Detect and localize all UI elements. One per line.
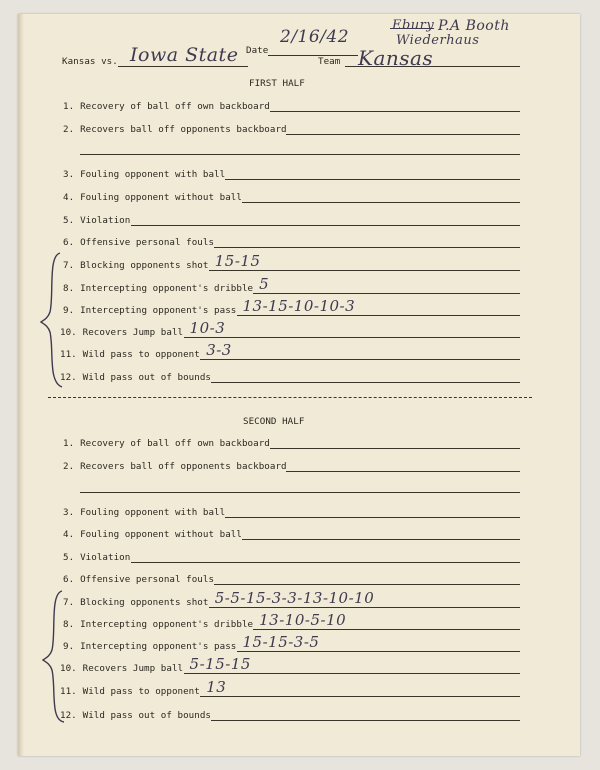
second_half-item-label: Recovers ball off opponents backboard xyxy=(80,461,287,472)
second_half-item-value: 5-5-15-3-3-13-10-10 xyxy=(214,589,375,607)
second_half-item-label: Offensive personal fouls xyxy=(80,574,215,585)
header-team-prefix: Kansas vs. xyxy=(62,56,118,67)
first_half-item-number: 12. xyxy=(60,372,77,383)
second_half-answer-line xyxy=(200,696,520,697)
second_half-answer-line xyxy=(211,720,520,721)
second_half-item-value: 15-15-3-5 xyxy=(242,633,320,651)
second_half-item-number: 8. xyxy=(63,619,75,630)
header-team-value: Kansas xyxy=(358,46,434,70)
second_half-item-label: Wild pass to opponent xyxy=(82,686,200,697)
first_half-answer-line xyxy=(200,359,520,360)
second_half-item-label: Fouling opponent without ball xyxy=(80,529,242,540)
second_half-item-label: Fouling opponent with ball xyxy=(80,507,226,518)
second_half-item-label: Intercepting opponent's pass xyxy=(80,641,237,652)
first_half-item-number: 10. xyxy=(60,327,77,338)
second_half-item-number: 2. xyxy=(63,461,75,472)
second_half-item-label: Intercepting opponent's dribble xyxy=(80,619,254,630)
second_half-item-number: 7. xyxy=(63,597,75,608)
header-team-label: Team xyxy=(318,56,341,67)
header-date-label: Date xyxy=(246,45,269,56)
second-half-title: SECOND HALF xyxy=(243,416,305,427)
date-line xyxy=(268,55,358,56)
first_half-answer-line xyxy=(225,179,520,180)
first-half-title: FIRST HALF xyxy=(249,78,305,89)
second_half-answer-line xyxy=(253,629,520,630)
second_half-extra-line xyxy=(80,492,520,493)
first_half-answer-line xyxy=(184,337,520,338)
first_half-answer-line xyxy=(209,270,520,271)
first_half-item-value: 13-15-10-10-3 xyxy=(242,297,356,315)
second_half-item-value: 13-10-5-10 xyxy=(259,611,347,629)
first_half-answer-line xyxy=(211,382,520,383)
second_half-answer-line xyxy=(270,448,520,449)
first-half-bracket xyxy=(36,250,66,390)
first_half-item-number: 4. xyxy=(63,192,75,203)
first_half-item-label: Intercepting opponent's pass xyxy=(80,305,237,316)
second_half-answer-line xyxy=(131,562,520,563)
second_half-answer-line xyxy=(286,471,520,472)
second_half-item-number: 3. xyxy=(63,507,75,518)
first_half-item-label: Recovery of ball off own backboard xyxy=(80,101,270,112)
first_half-answer-line xyxy=(270,111,520,112)
second_half-item-value: 5-15-15 xyxy=(189,655,251,673)
first_half-item-number: 9. xyxy=(63,305,75,316)
second_half-item-label: Recovery of ball off own backboard xyxy=(80,438,270,449)
header-observer: P.A Booth xyxy=(438,18,510,34)
first_half-item-number: 5. xyxy=(63,215,75,226)
second_half-item-label: Blocking opponents shot xyxy=(80,597,209,608)
opponent-line xyxy=(118,66,248,67)
second_half-item-number: 11. xyxy=(60,686,77,697)
second_half-answer-line xyxy=(242,539,520,540)
second_half-item-number: 5. xyxy=(63,552,75,563)
first_half-item-value: 5 xyxy=(259,275,270,293)
second_half-answer-line xyxy=(209,607,520,608)
second_half-answer-line xyxy=(214,584,520,585)
first_half-item-number: 6. xyxy=(63,237,75,248)
second_half-answer-line xyxy=(184,673,520,674)
half-divider xyxy=(48,397,532,398)
second_half-item-label: Violation xyxy=(80,552,131,563)
second_half-answer-line xyxy=(225,517,520,518)
second_half-item-value: 13 xyxy=(206,678,227,696)
first_half-item-number: 8. xyxy=(63,283,75,294)
strike-mark xyxy=(390,28,434,29)
header-date: 2/16/42 xyxy=(280,27,350,47)
first_half-item-label: Fouling opponent without ball xyxy=(80,192,242,203)
first_half-answer-line xyxy=(237,315,521,316)
first_half-answer-line xyxy=(286,134,520,135)
first_half-item-label: Blocking opponents shot xyxy=(80,260,209,271)
header-opponent: Iowa State xyxy=(130,44,239,66)
first_half-item-label: Recovers ball off opponents backboard xyxy=(80,124,287,135)
first_half-answer-line xyxy=(214,247,520,248)
second_half-item-number: 9. xyxy=(63,641,75,652)
first_half-answer-line xyxy=(242,202,520,203)
first_half-item-label: Violation xyxy=(80,215,131,226)
first_half-answer-line xyxy=(253,293,520,294)
first_half-item-number: 11. xyxy=(60,349,77,360)
second_half-item-number: 10. xyxy=(60,663,77,674)
second_half-item-number: 6. xyxy=(63,574,75,585)
first_half-answer-line xyxy=(131,225,520,226)
second_half-item-number: 4. xyxy=(63,529,75,540)
header-observer-2: Wiederhaus xyxy=(396,33,480,48)
first_half-item-label: Wild pass out of bounds xyxy=(82,372,212,383)
second_half-item-number: 1. xyxy=(63,438,75,449)
first_half-item-label: Offensive personal fouls xyxy=(80,237,215,248)
first_half-item-number: 2. xyxy=(63,124,75,135)
second-half-bracket xyxy=(38,588,68,728)
first_half-item-value: 10-3 xyxy=(189,319,226,337)
first_half-extra-line xyxy=(80,154,520,155)
second_half-item-number: 12. xyxy=(60,710,77,721)
second_half-answer-line xyxy=(237,651,521,652)
first_half-item-label: Intercepting opponent's dribble xyxy=(80,283,254,294)
first_half-item-number: 3. xyxy=(63,169,75,180)
second_half-item-label: Recovers Jump ball xyxy=(82,663,184,674)
first_half-item-value: 15-15 xyxy=(214,252,261,270)
first_half-item-label: Fouling opponent with ball xyxy=(80,169,226,180)
first_half-item-value: 3-3 xyxy=(206,341,232,359)
first_half-item-label: Recovers Jump ball xyxy=(82,327,184,338)
header-crossed-name: Ebury xyxy=(392,18,435,33)
second_half-item-label: Wild pass out of bounds xyxy=(82,710,212,721)
first_half-item-number: 7. xyxy=(63,260,75,271)
first_half-item-label: Wild pass to opponent xyxy=(82,349,200,360)
first_half-item-number: 1. xyxy=(63,101,75,112)
